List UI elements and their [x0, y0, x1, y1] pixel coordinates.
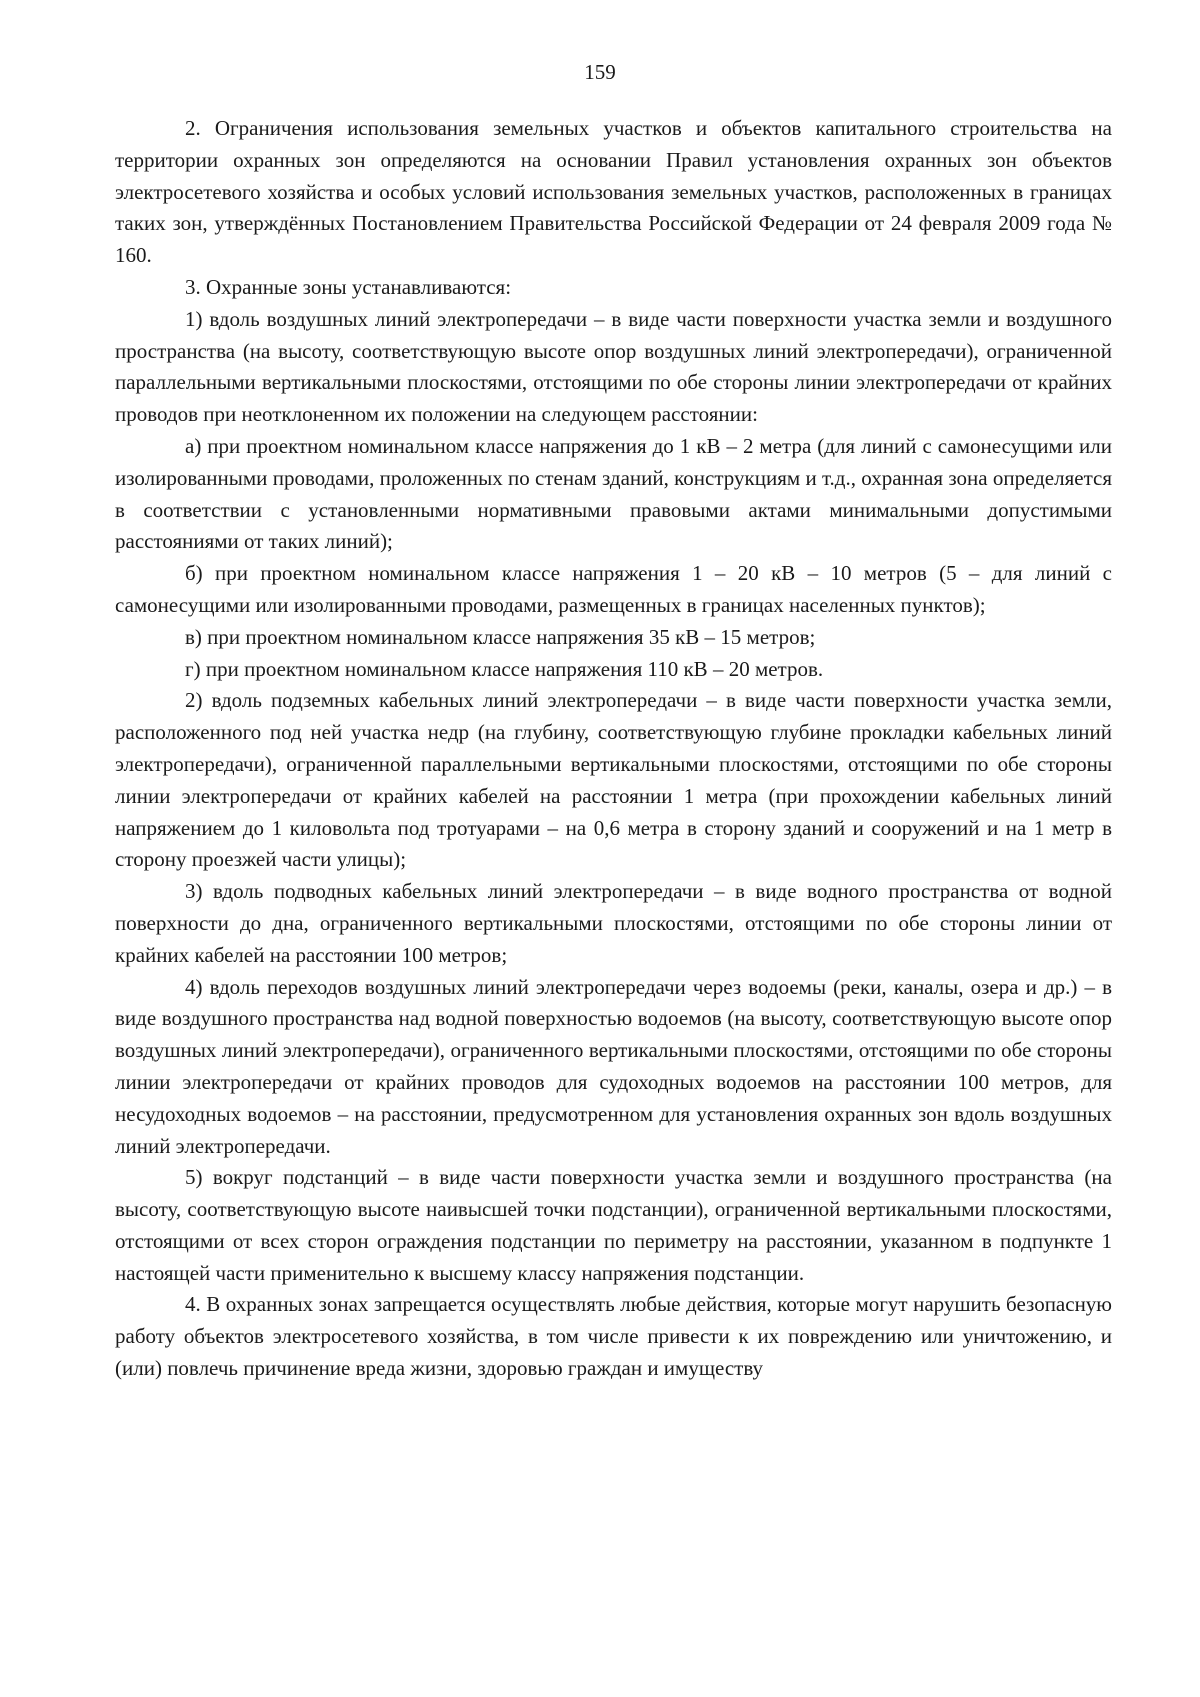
paragraph-substations: 5) вокруг подстанций – в виде части поверхности участка земли и воздушного пространства (на высоту, соответствующую высоте наивысшей точки подстанции), ограниченной вертикальными плоскостями, отстоящими от всех сторон ограждения подстанции по периметру на расстоянии, указанном в подпункте 1 настоящей части применительно к высшему классу напряжения подстанции.	[115, 1165, 1112, 1285]
paragraph-item-b: б) при проектном номинальном классе напряжения 1 – 20 кВ – 10 метров (5 – для линий с самонесущими или изолированными проводами, размещенных в границах населенных пунктов);	[115, 561, 1112, 617]
paragraph-item-v: в) при проектном номинальном классе напряжения 35 кВ – 15 метров;	[185, 624, 816, 649]
paragraph-overhead-lines: 1) вдоль воздушных линий электропередачи – в виде части поверхности участка земли и воздушного пространства (на высоту, соответствующую высоте опор воздушных линий электропередачи), ограниченной параллельными вертикальными плоскостями, отстоящими по обе стороны линии электропередачи от крайних проводов при неотклоненном их положении на следующем расстоянии:	[115, 306, 1112, 427]
paragraph-item-g: г) при проектном номинальном классе напряжения 110 кВ – 20 метров.	[185, 656, 824, 681]
paragraph-underground-cables: 2) вдоль подземных кабельных линий электропередачи – в виде части поверхности участка земли, расположенного под ней участка недр (на глубину, соответствующую глубине прокладки кабельных линий электропередачи), ограниченной параллельными вертикальными плоскостями, отстоящими по обе стороны линии электропередачи от крайних кабелей на расстоянии 1 метра (при прохождении кабельных линий напряжением до 1 киловольта под тротуарами – на 0,6 метра в сторону зданий и сооружений и на 1 метр в сторону проезжей части улицы);	[115, 688, 1112, 872]
paragraph-water-crossings: 4) вдоль переходов воздушных линий электропередачи через водоемы (реки, каналы, озера и др.) – в виде воздушного пространства над водной поверхностью водоемов (на высоту, соответствующую высоте опор воздушных линий электропередачи), ограниченного вертикальными плоскостями, отстоящими по обе стороны линии электропередачи от крайних проводов для судоходных водоемов на расстоянии 100 метров, для несудоходных водоемов – на расстоянии, предусмотренном для установления охранных зон вдоль воздушных линий электропередачи.	[115, 974, 1112, 1158]
paragraph-2-restrictions: 2. Ограничения использования земельных участков и объектов капитального строительства на территории охранных зон определяются на основании Правил установления охранных зон объектов электросетевого хозяйства и особых условий использования земельных участков, расположенных в границах таких зон, утверждённых Постановлением Правительства Российской Федерации от 24 февраля 2009 года № 160.	[115, 116, 1112, 268]
paragraph-underwater-cables: 3) вдоль подводных кабельных линий электропередачи – в виде водного пространства от водной поверхности до дна, ограниченного вертикальными плоскостями, отстоящими по обе стороны линии от крайних кабелей на расстоянии 100 метров;	[115, 879, 1112, 967]
page-number: 159	[584, 60, 616, 84]
document-body	[115, 113, 1112, 1385]
paragraph-4-prohibitions: 4. В охранных зонах запрещается осуществлять любые действия, которые могут нарушить безопасную работу объектов электросетевого хозяйства, в том числе привести к их повреждению или уничтожению, и (или) повлечь причинение вреда жизни, здоровью граждан и имуществу	[115, 1292, 1112, 1381]
paragraph-3-zones-intro: 3. Охранные зоны устанавливаются:	[185, 274, 512, 299]
paragraph-item-a: а) при проектном номинальном классе напряжения до 1 кВ – 2 метра (для линий с самонесущими или изолированными проводами, проложенных по стенам зданий, конструкциям и т.д., охранная зона определяется в соответствии с установленными нормативными правовыми актами минимальными допустимыми расстояниями от таких линий);	[115, 433, 1112, 554]
